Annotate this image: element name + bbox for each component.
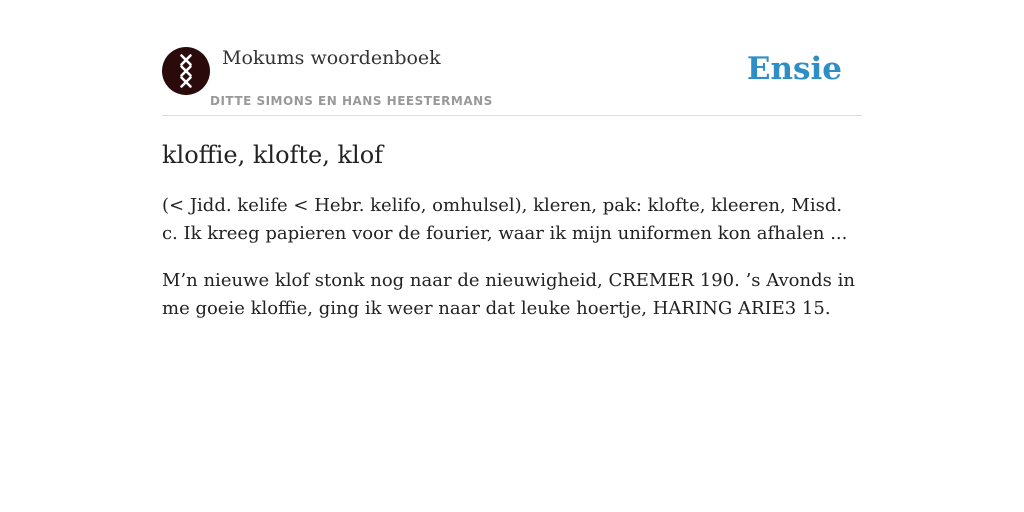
amsterdam-logo-icon[interactable]	[162, 47, 210, 95]
entry-body	[162, 192, 862, 323]
dictionary-authors: DITTE SIMONS EN HANS HEESTERMANS	[210, 94, 493, 108]
header	[162, 0, 862, 116]
dictionary-title[interactable]: Mokums woordenboek	[222, 47, 441, 69]
entry-title: kloffie, klofte, klof	[162, 141, 384, 169]
ensie-brand-link[interactable]: Ensie	[746, 51, 842, 87]
entry-paragraph: M’n nieuwe klof stonk nog naar de nieuwigheid, CREMER 190. ’s Avonds in me goeie kloffie, ging ik weer naar dat leuke hoertje, HARING ARIE3 15.	[162, 270, 855, 319]
content-container	[162, 0, 862, 323]
entry-paragraph: (< Jidd. kelife < Hebr. kelifo, omhulsel), kleren, pak: klofte, kleeren, Misd. c. Ik kreeg papieren voor de fourier, waar ik mijn uniformen kon afhalen ...	[162, 195, 848, 244]
